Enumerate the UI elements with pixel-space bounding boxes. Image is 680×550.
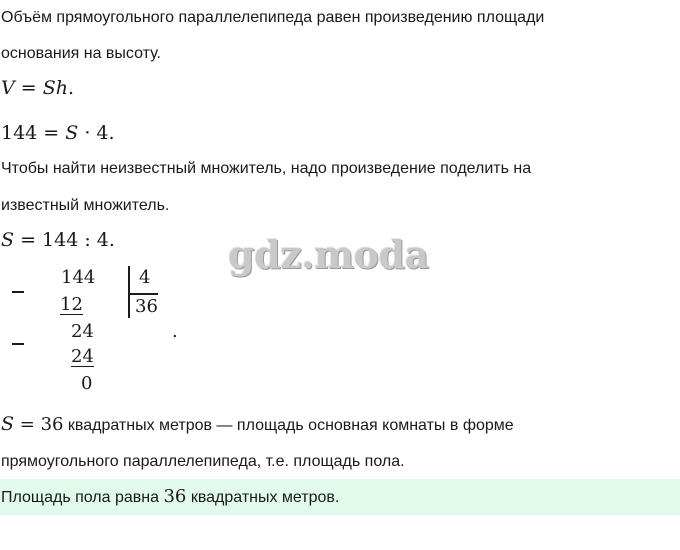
var-v: V — [1, 77, 15, 99]
paragraph-rule: Чтобы найти неизвестный множитель, надо произведение поделить на — [1, 160, 532, 177]
paragraph-volume-formula-cont: основания на высоту. — [1, 45, 161, 62]
quotient: 36 — [135, 296, 158, 317]
minus-sign — [12, 343, 24, 345]
formula-division: S = 144 : 4. — [1, 229, 115, 251]
division-bar-vertical — [128, 266, 130, 318]
formula-substitution: 144 = S · 4. — [1, 122, 115, 144]
paragraph-result-cont: прямоугольного параллелепипеда, т.е. площадь пола. — [1, 453, 405, 470]
subtrahend-2: 24 — [71, 346, 94, 367]
var-sh: Sh — [42, 77, 68, 99]
answer-text: Площадь пола равна 36 квадратных метров. — [1, 486, 340, 507]
division-bar-horizontal — [128, 293, 158, 295]
paragraph-volume-formula: Объём прямоугольного параллелепипеда равен произведению площади — [1, 9, 545, 26]
result-value: 36 — [40, 414, 64, 435]
paragraph-result: S = 36 квадратных метров — площадь основная комнаты в форме — [1, 413, 514, 435]
remainder-1: 24 — [71, 321, 94, 342]
answer-value: 36 — [163, 486, 187, 507]
answer-box — [0, 479, 680, 515]
dividend: 144 — [61, 267, 96, 288]
var-s: S — [65, 122, 79, 144]
trailing-dot: . — [172, 321, 178, 342]
formula-volume: V = Sh. — [1, 77, 75, 99]
var-s: S — [1, 413, 15, 435]
var-s: S — [1, 229, 15, 251]
watermark: gdz.moda — [228, 232, 429, 277]
divisor: 4 — [139, 267, 151, 288]
minus-sign — [12, 291, 24, 293]
paragraph-rule-cont: известный множитель. — [1, 197, 170, 214]
subtrahend-1: 12 — [60, 294, 83, 315]
final-remainder: 0 — [81, 373, 93, 394]
